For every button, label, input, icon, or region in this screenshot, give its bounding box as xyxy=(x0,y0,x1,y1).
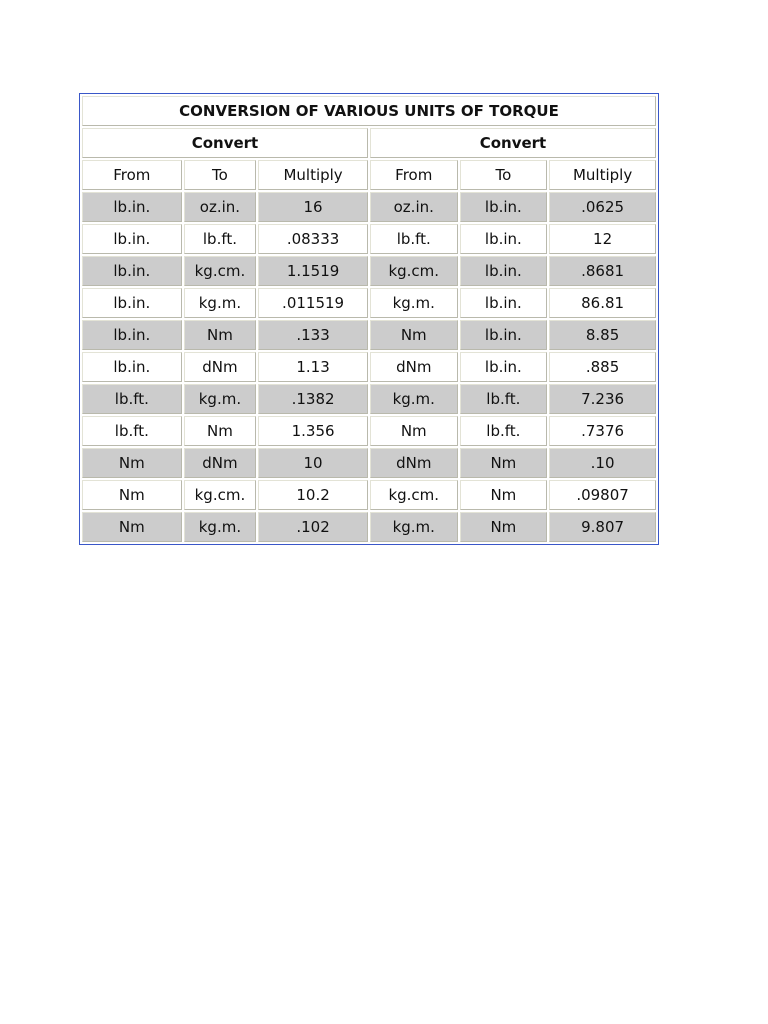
cell-from-right: Nm xyxy=(370,320,458,350)
cell-multiply-right: .10 xyxy=(549,448,656,478)
cell-to-left: dNm xyxy=(184,352,257,382)
cell-multiply-right: 86.81 xyxy=(549,288,656,318)
group-header-right: Convert xyxy=(370,128,656,158)
cell-to-right: lb.in. xyxy=(460,352,548,382)
cell-multiply-left: 16 xyxy=(258,192,368,222)
cell-multiply-right: 7.236 xyxy=(549,384,656,414)
cell-to-left: oz.in. xyxy=(184,192,257,222)
column-header-from-left: From xyxy=(82,160,182,190)
cell-from-left: lb.in. xyxy=(82,288,182,318)
cell-from-right: dNm xyxy=(370,448,458,478)
cell-to-right: lb.in. xyxy=(460,224,548,254)
column-header-row xyxy=(82,160,656,190)
cell-to-right: lb.ft. xyxy=(460,384,548,414)
cell-to-left: kg.cm. xyxy=(184,256,257,286)
cell-from-right: kg.m. xyxy=(370,384,458,414)
cell-from-right: dNm xyxy=(370,352,458,382)
table-row xyxy=(82,320,656,350)
cell-to-right: lb.in. xyxy=(460,192,548,222)
cell-to-left: kg.m. xyxy=(184,288,257,318)
cell-multiply-right: .7376 xyxy=(549,416,656,446)
table-row xyxy=(82,192,656,222)
cell-from-left: lb.in. xyxy=(82,320,182,350)
table-row xyxy=(82,480,656,510)
cell-multiply-left: 10 xyxy=(258,448,368,478)
cell-multiply-left: .133 xyxy=(258,320,368,350)
cell-to-right: lb.ft. xyxy=(460,416,548,446)
column-header-to-left: To xyxy=(184,160,257,190)
cell-to-left: kg.m. xyxy=(184,512,257,542)
cell-to-right: lb.in. xyxy=(460,288,548,318)
column-header-multiply-right: Multiply xyxy=(549,160,656,190)
cell-multiply-left: .102 xyxy=(258,512,368,542)
cell-from-right: Nm xyxy=(370,416,458,446)
table-row xyxy=(82,512,656,542)
cell-from-left: Nm xyxy=(82,480,182,510)
cell-to-right: lb.in. xyxy=(460,256,548,286)
column-header-multiply-left: Multiply xyxy=(258,160,368,190)
cell-multiply-right: .0625 xyxy=(549,192,656,222)
cell-from-left: lb.ft. xyxy=(82,384,182,414)
cell-to-left: dNm xyxy=(184,448,257,478)
cell-multiply-right: 9.807 xyxy=(549,512,656,542)
cell-to-left: kg.m. xyxy=(184,384,257,414)
cell-from-right: oz.in. xyxy=(370,192,458,222)
cell-from-left: Nm xyxy=(82,512,182,542)
cell-to-left: Nm xyxy=(184,320,257,350)
cell-to-left: kg.cm. xyxy=(184,480,257,510)
cell-from-left: lb.in. xyxy=(82,352,182,382)
cell-multiply-left: 1.13 xyxy=(258,352,368,382)
cell-multiply-right: 8.85 xyxy=(549,320,656,350)
cell-from-right: kg.cm. xyxy=(370,256,458,286)
cell-from-left: lb.in. xyxy=(82,192,182,222)
group-header-left: Convert xyxy=(82,128,368,158)
cell-multiply-right: .885 xyxy=(549,352,656,382)
table-row xyxy=(82,384,656,414)
column-header-to-right: To xyxy=(460,160,548,190)
cell-from-right: kg.m. xyxy=(370,288,458,318)
table-row xyxy=(82,288,656,318)
cell-from-left: lb.ft. xyxy=(82,416,182,446)
table-row xyxy=(82,448,656,478)
cell-multiply-right: 12 xyxy=(549,224,656,254)
cell-to-right: lb.in. xyxy=(460,320,548,350)
conversion-table-grid xyxy=(80,94,658,544)
cell-multiply-left: .011519 xyxy=(258,288,368,318)
cell-to-right: Nm xyxy=(460,480,548,510)
cell-multiply-left: 1.1519 xyxy=(258,256,368,286)
cell-from-right: kg.cm. xyxy=(370,480,458,510)
cell-multiply-right: .09807 xyxy=(549,480,656,510)
cell-multiply-left: 10.2 xyxy=(258,480,368,510)
cell-from-left: lb.in. xyxy=(82,224,182,254)
table-title: CONVERSION OF VARIOUS UNITS OF TORQUE xyxy=(82,96,656,126)
cell-to-left: Nm xyxy=(184,416,257,446)
table-row xyxy=(82,224,656,254)
cell-from-left: Nm xyxy=(82,448,182,478)
cell-to-right: Nm xyxy=(460,448,548,478)
table-row xyxy=(82,256,656,286)
cell-to-right: Nm xyxy=(460,512,548,542)
cell-multiply-left: .1382 xyxy=(258,384,368,414)
torque-conversion-table xyxy=(79,93,659,545)
cell-multiply-left: .08333 xyxy=(258,224,368,254)
cell-from-right: kg.m. xyxy=(370,512,458,542)
cell-multiply-left: 1.356 xyxy=(258,416,368,446)
cell-multiply-right: .8681 xyxy=(549,256,656,286)
table-row xyxy=(82,416,656,446)
column-header-from-right: From xyxy=(370,160,458,190)
table-row xyxy=(82,352,656,382)
cell-from-left: lb.in. xyxy=(82,256,182,286)
cell-to-left: lb.ft. xyxy=(184,224,257,254)
cell-from-right: lb.ft. xyxy=(370,224,458,254)
